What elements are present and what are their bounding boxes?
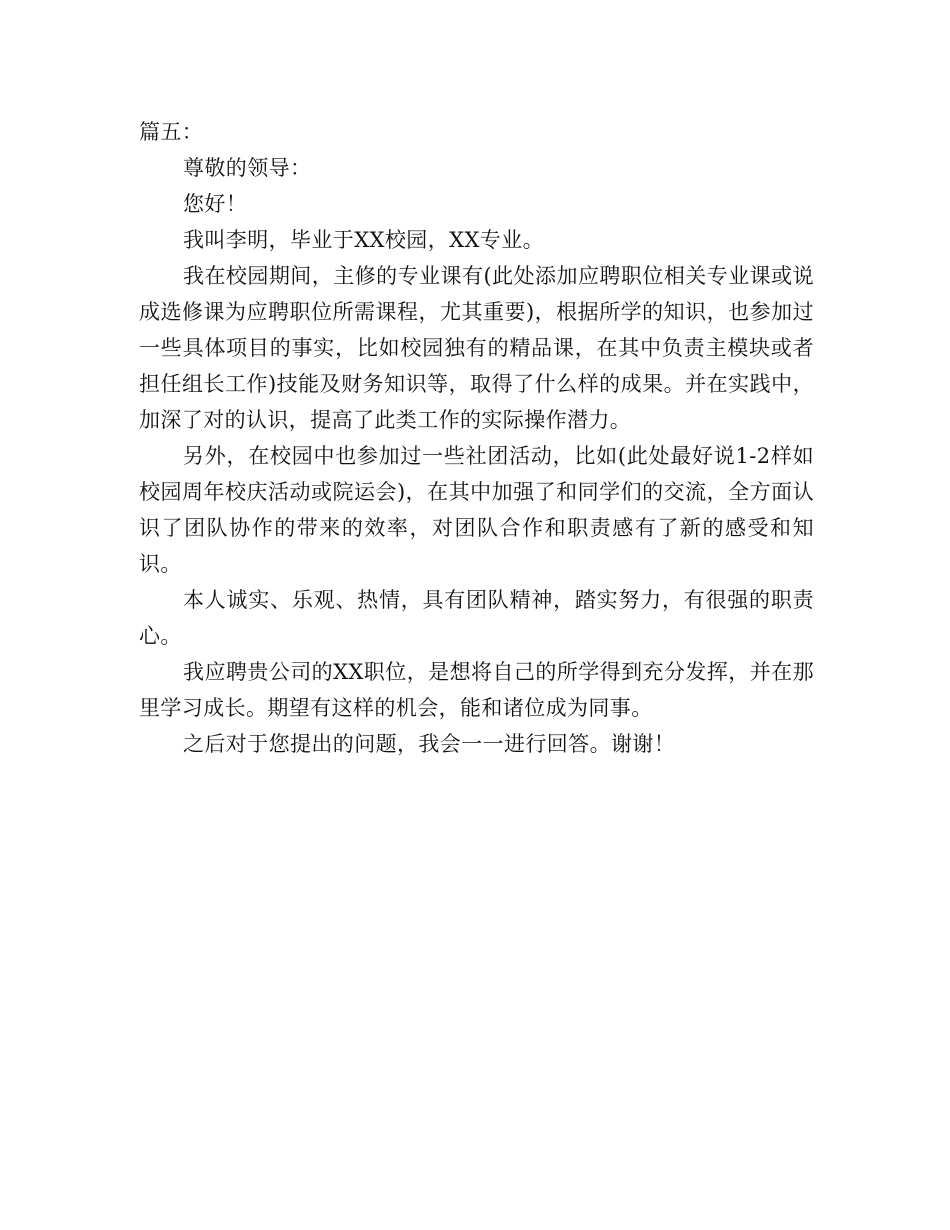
paragraph-activities: 另外，在校园中也参加过一些社团活动，比如(此处最好说1-2样如校园周年校庆活动或院运会)，在其中加强了和同学们的交流，全方面认识了团队协作的带来的效率，对团队合作和职责感有了新的感受和知识。 xyxy=(139,444,814,576)
section-heading: 篇五： xyxy=(139,120,204,144)
paragraph-personality: 本人诚实、乐观、热情，具有团队精神，踏实努力，有很强的职责心。 xyxy=(139,588,814,648)
salutation: 尊敬的领导： xyxy=(183,156,312,180)
document-body xyxy=(139,114,814,762)
paragraph-coursework: 我在校园期间，主修的专业课有(此处添加应聘职位相关专业课或说成选修课为应聘职位所需课程，尤其重要)，根据所学的知识，也参加过一些具体项目的事实，比如校园独有的精品课，在其中负责主模块或者担任组长工作)技能及财务知识等，取得了什么样的成果。并在实践中，加深了对的认识，提高了此类工作的实际操作潜力。 xyxy=(139,264,814,432)
greeting: 您好！ xyxy=(183,192,248,216)
paragraph-closing: 之后对于您提出的问题，我会一一进行回答。谢谢！ xyxy=(183,732,676,756)
paragraph-motivation: 我应聘贵公司的XX职位，是想将自己的所学得到充分发挥，并在那里学习成长。期望有这样的机会，能和诸位成为同事。 xyxy=(139,660,814,720)
paragraph-introduction: 我叫李明，毕业于XX校园，XX专业。 xyxy=(183,228,544,252)
